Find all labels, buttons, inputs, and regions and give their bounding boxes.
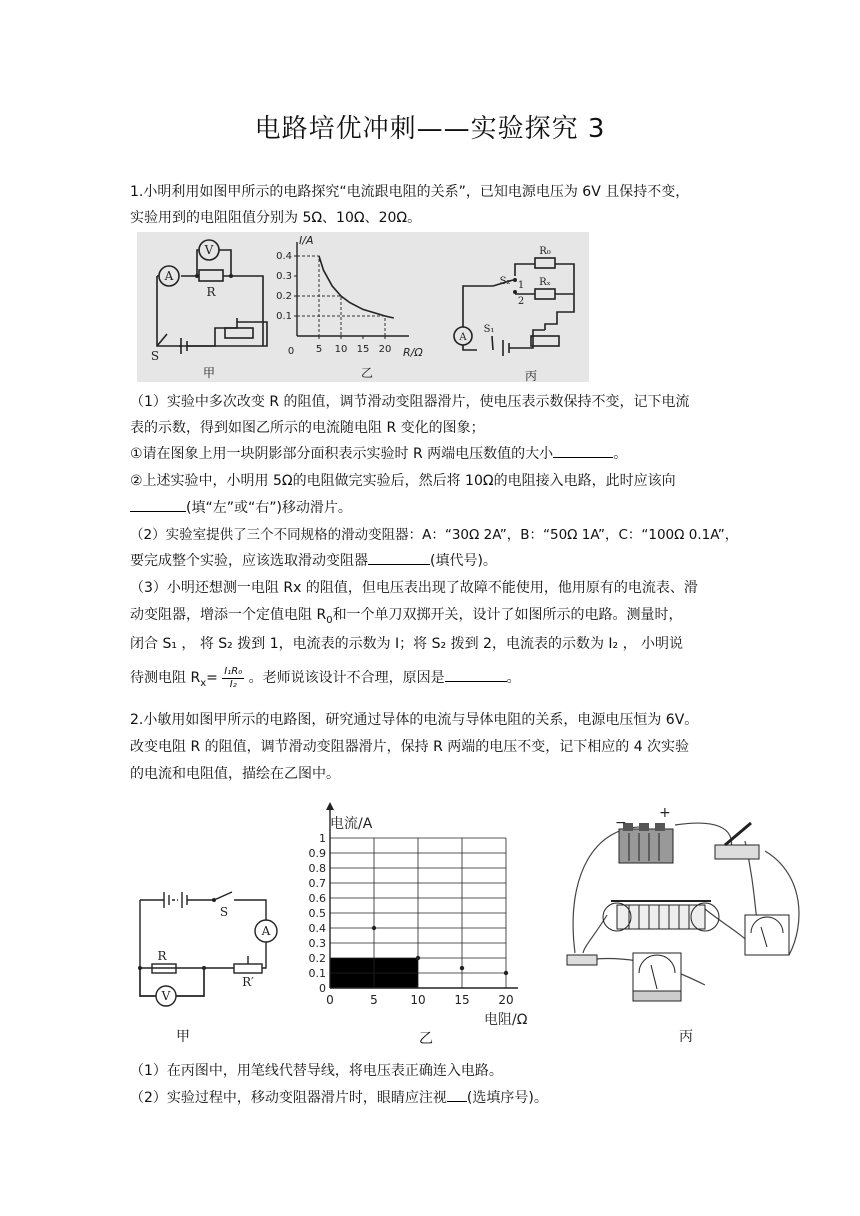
y-tick-label: 0.9: [308, 847, 326, 860]
q2-stem-line3: 的电流和电阻值，描绘在乙图中。: [130, 766, 340, 782]
x-tick-label: 5: [370, 993, 378, 1007]
q1c-s1-label: S₁: [483, 324, 495, 335]
q2-ammeter-label: A: [261, 924, 271, 938]
q1c-r0-label: R₀: [539, 246, 551, 257]
q1-ammeter-label: A: [164, 269, 174, 283]
x-tick-label: 15: [454, 993, 470, 1007]
q1-sub1: ①请在图象上用一块阴影部分面积表示实验时 R 两端电压数值的大小 。: [130, 440, 740, 469]
q2-fig-bing-caption: 丙: [679, 1029, 693, 1045]
y-tick-label: 0.6: [308, 892, 326, 905]
q1-stem-line1: 1.小明利用如图甲所示的电路探究“电流跟电阻的关系”，已知电源电压为 6V 且保持不变，: [130, 184, 690, 200]
q1c-pos2: 2: [517, 296, 525, 307]
q1-part3-line3: 闭合 S₁ ， 将 S₂ 拨到 1，电流表的示数为 I；将 S₂ 拨到 2，电流表的示数为 I₂ ， 小明说: [130, 636, 684, 652]
q2-s-label: S: [219, 905, 229, 919]
y-tick-label: 0.4: [308, 922, 326, 935]
q2-chart-ylabel: 电流/A: [330, 816, 373, 832]
resistor-icon: [567, 955, 597, 965]
q1-part2-answer-blank[interactable]: [368, 550, 430, 565]
q1-part3-line4: 待测电阻 $R_x=$ $\frac{\text{I₁R₀}}{\text{I₂}}$ 。老师说该设计不合理，原因是 。: [130, 665, 521, 690]
q2-fig-yi-caption: 乙: [419, 1031, 433, 1047]
q1-part1-line1: （1）实验中多次改变 R 的阻值，调节滑动变阻器滑片，使电压表示数保持不变，记下电流: [130, 394, 690, 410]
q1-s-label: S: [150, 349, 160, 363]
q1-r-label: R: [206, 285, 216, 299]
y-tick-label: 0.1: [276, 311, 292, 322]
battery-icon: [619, 823, 673, 863]
q1c-pos1: 1: [517, 280, 525, 291]
y-tick-label: 0.1: [308, 967, 326, 980]
q2-part2-answer-blank[interactable]: [447, 1087, 467, 1102]
data-point: [460, 966, 464, 970]
y-tick-label: 0.5: [308, 907, 326, 920]
q1-part3-line2: 动变阻器，增添一个定值电阻 $R_0$和一个单刀双掷开关，设计了如图所示的电路。测量时，: [130, 607, 683, 626]
x-tick-label: 5: [315, 344, 323, 355]
q1c-rx-label: Rₓ: [539, 277, 551, 288]
data-point: [504, 971, 508, 975]
q2-circuit-jia: [134, 880, 284, 1010]
y-tick-label: 0.2: [276, 291, 292, 302]
y-tick-label: 0: [319, 982, 326, 995]
q1-part3-line1: （3）小明还想测一电阻 Rx 的阻值，但电压表出现了故障不能使用，他用原有的电流表、滑: [130, 580, 698, 596]
q1-sub1-answer-blank[interactable]: [553, 443, 613, 458]
y-tick-label: 0.8: [308, 862, 326, 875]
q1-sub2-line1: ②上述实验中，小明用 5Ω的电阻做完实验后，然后将 10Ω的电阻接入电路，此时应该向: [130, 473, 676, 489]
q1-fig-jia-caption: 甲: [202, 366, 216, 380]
q1c-s2-label: S₂: [499, 276, 511, 287]
y-axis-arrow: [326, 802, 334, 810]
q2-fig-jia-caption: 甲: [176, 1029, 190, 1045]
switch-icon: [715, 823, 759, 859]
y-tick-label: 0.3: [276, 271, 292, 282]
q1c-ammeter-label: A: [459, 332, 467, 343]
q1-voltmeter-label: V: [204, 243, 214, 257]
q1-stem-line2: 实验用到的电阻阻值分别为 5Ω、10Ω、20Ω。: [130, 210, 422, 226]
y-tick-label: 0.7: [308, 877, 326, 890]
x-tick-label: 15: [356, 344, 370, 355]
q1-part2-line2: 要完成整个实验，应该选取滑动变阻器 (填代号)。: [130, 547, 740, 576]
q2-r-label: R: [157, 949, 167, 963]
rheostat-icon: [603, 901, 719, 931]
q1-sub2-answer-blank[interactable]: [130, 497, 186, 512]
q2-apparatus-bing: [555, 805, 815, 1015]
q2-chart-xlabel: 电阻/Ω: [484, 1012, 528, 1028]
battery-plus-label: +: [659, 805, 671, 821]
q1-figure: [137, 232, 589, 382]
q1-chart-origin: 0: [287, 346, 295, 357]
x-tick-label: 10: [410, 993, 426, 1007]
q2-part1: （1）在丙图中，用笔线代替导线，将电压表正确连入电路。: [130, 1063, 503, 1079]
q1-part3-answer-blank[interactable]: [445, 667, 507, 682]
q2-rp-label: R′: [242, 975, 254, 989]
data-point: [416, 956, 420, 960]
y-tick-label: 0.4: [276, 251, 292, 262]
data-point: [372, 926, 376, 930]
q2-voltmeter-label: V: [161, 989, 171, 1003]
q1-chart-xlabel: R/Ω: [403, 346, 423, 359]
x-tick-label: 10: [334, 344, 348, 355]
x-tick-label: 20: [378, 344, 392, 355]
q1-fig-yi-caption: 乙: [360, 366, 374, 380]
y-tick-label: 0.3: [308, 937, 326, 950]
y-tick-label: 0.2: [308, 952, 326, 965]
x-tick-label: 0: [326, 993, 334, 1007]
battery-minus-label: −: [615, 815, 627, 831]
page-title: 电路培优冲刺——实验探究 3: [254, 114, 606, 144]
q2-stem-line2: 改变电阻 R 的阻值，调节滑动变阻器滑片，保持 R 两端的电压不变，记下相应的 4 次实验: [130, 739, 690, 755]
formula-fraction: $\frac{\text{I₁R₀}}{\text{I₂}}$: [224, 665, 243, 690]
q1-chart-ylabel: I/A: [299, 234, 314, 247]
q2-stem-line1: 2.小敏用如图甲所示的电路图，研究通过导体的电流与导体电阻的关系，电源电压恒为 6V。: [130, 712, 699, 728]
q1-sub2-line2: (填“左”或“右”)移动滑片。: [130, 494, 740, 523]
q1-part2-line1: （2）实验室提供了三个不同规格的滑动变阻器：A：“30Ω 2A”，B：“50Ω 1A”，C：“100Ω 0.1A”，: [130, 527, 739, 543]
x-tick-label: 20: [498, 993, 514, 1007]
y-tick-label: 1: [319, 832, 326, 845]
q2-chart: [288, 798, 548, 1030]
q1-fig-bing-caption: 丙: [524, 369, 538, 382]
voltmeter-meter-icon: [633, 953, 681, 1001]
q2-part2: （2）实验过程中，移动变阻器滑片时，眼睛应注视 (选填序号)。: [130, 1084, 740, 1113]
q1-part1-line2: 表的示数，得到如图乙所示的电流随电阻 R 变化的图象；: [130, 420, 485, 436]
ammeter-meter-icon: [745, 915, 789, 955]
